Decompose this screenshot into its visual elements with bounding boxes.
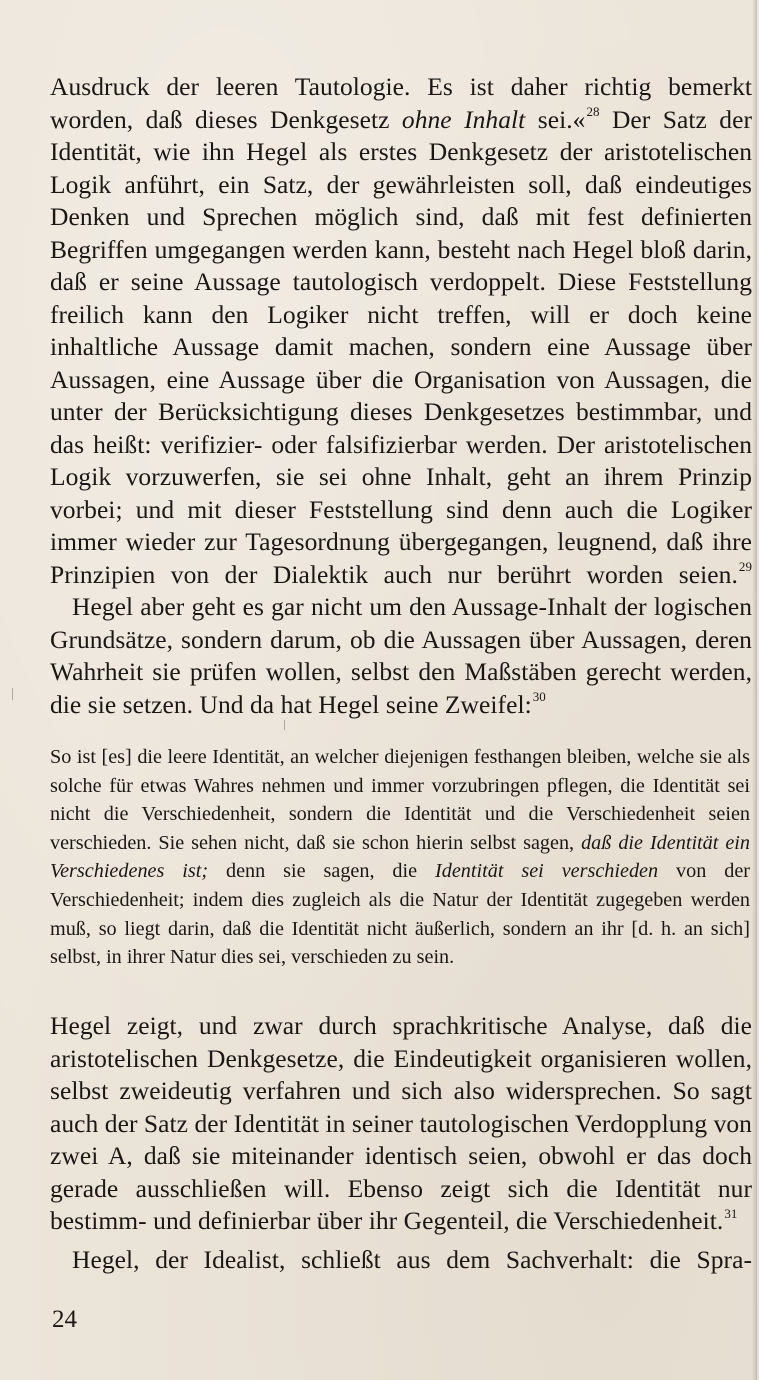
paragraph-2 — [50, 591, 752, 721]
paper-speck — [284, 720, 285, 730]
paragraph-4-text: Hegel, der Idealist, schließt aus dem Sachverhalt: die Spra- — [72, 1245, 752, 1274]
quote-text: So ist [es] die leere Identität, an welcher diejenigen festhangen bleiben, welche sie als solche für etwas Wahres nehmen und immer vorzubringen pflegen, die Identität sei nicht die Verschiedenheit, sondern die Identität und die Verschiedenheit seien verschieden. Sie sehen nicht, daß sie schon hierin selbst sagen, — [50, 746, 750, 854]
footnote-marker: 30 — [532, 689, 546, 705]
paragraph-1 — [50, 71, 752, 591]
footnote-marker: 31 — [724, 1205, 738, 1221]
paragraph-2-text: Hegel aber geht es gar nicht um den Aussage-Inhalt der logischen Grundsätze, sondern darum, ob die Aussagen über Aussagen, deren Wahrheit sie prüfen wollen, selbst den Maßstäben gerecht werden, die sie setzen. Und da hat Hegel seine Zweifel: — [50, 592, 752, 719]
paragraph-4 — [50, 1244, 752, 1277]
quote-emphasis: daß die Identität ein Verschiedenes ist; — [50, 831, 750, 883]
paragraph-1-text: Ausdruck der leeren Tautologie. Es ist daher richtig bemerkt worden, daß dieses Denkgesetz — [50, 72, 752, 134]
page-number: 24 — [52, 1306, 77, 1333]
footnote-marker: 29 — [738, 559, 752, 575]
paragraph-1-text-3: Der Satz der Identität, wie ihn Hegel als erstes Denkgesetz der aristotelischen Logik anführt, ein Satz, der gewährleisten soll, daß eindeutiges Denken und Sprechen möglich sind, daß mit fest definierten Begriffen umgegangen werden kann, besteht nach Hegel bloß darin, daß er seine Aussage tautologisch verdoppelt. Diese Feststellung freilich kann den Logiker nicht treffen, will er doch keine inhaltliche Aussage damit machen, sondern eine Aussage über Aussagen, eine Aussage über die Organisation von Aussagen, die unter der Berücksichtigung dieses Denkgesetzes bestimmbar, und das heißt: verifizier- oder falsifizierbar werden. Der aristotelischen Logik vorzuwerfen, sie sei ohne Inhalt, geht an ihrem Prinzip vorbei; und mit dieser Feststellung sind denn auch die Logiker immer wieder zur Tagesordnung übergegangen, leugnend, daß ihre Prinzipien von der Dialektik auch nur berührt worden seien. — [50, 104, 752, 589]
quote-text-2: denn sie sagen, die — [208, 860, 436, 883]
paragraph-1-emphasis: ohne Inhalt — [401, 104, 526, 134]
paragraph-1-text-2: sei.« — [525, 104, 586, 134]
page-gutter-shadow — [752, 0, 757, 1380]
quote-text-3: von der Verschiedenheit; indem dies zugleich als die Natur der Identität zugegeben werden muß, so liegt darin, daß die Identität nicht äußerlich, sondern an ihr [d. h. an sich] selbst, in ihrer Natur dies sei, verschieden zu sein. — [50, 860, 751, 969]
footnote-marker: 28 — [586, 104, 600, 120]
paragraph-3-text: Hegel zeigt, und zwar durch sprachkritische Analyse, daß die aristotelischen Denkgesetze, die Eindeutigkeit organisieren wollen, selbst zweideutig verfahren und sich also widersprechen. So sagt auch der Satz der Identität in seiner tautologischen Verdopplung von zwei A, daß sie miteinander identisch seien, obwohl er das doch gerade ausschließen will. Ebenso zeigt sich die Identität nur bestimm- und definierbar über ihr Gegenteil, die Verschiedenheit. — [50, 1011, 752, 1235]
paper-speck — [12, 688, 13, 700]
quote-emphasis-2: Identität sei verschieden — [435, 860, 659, 883]
block-quote — [50, 743, 750, 972]
paragraph-3 — [50, 1010, 752, 1238]
